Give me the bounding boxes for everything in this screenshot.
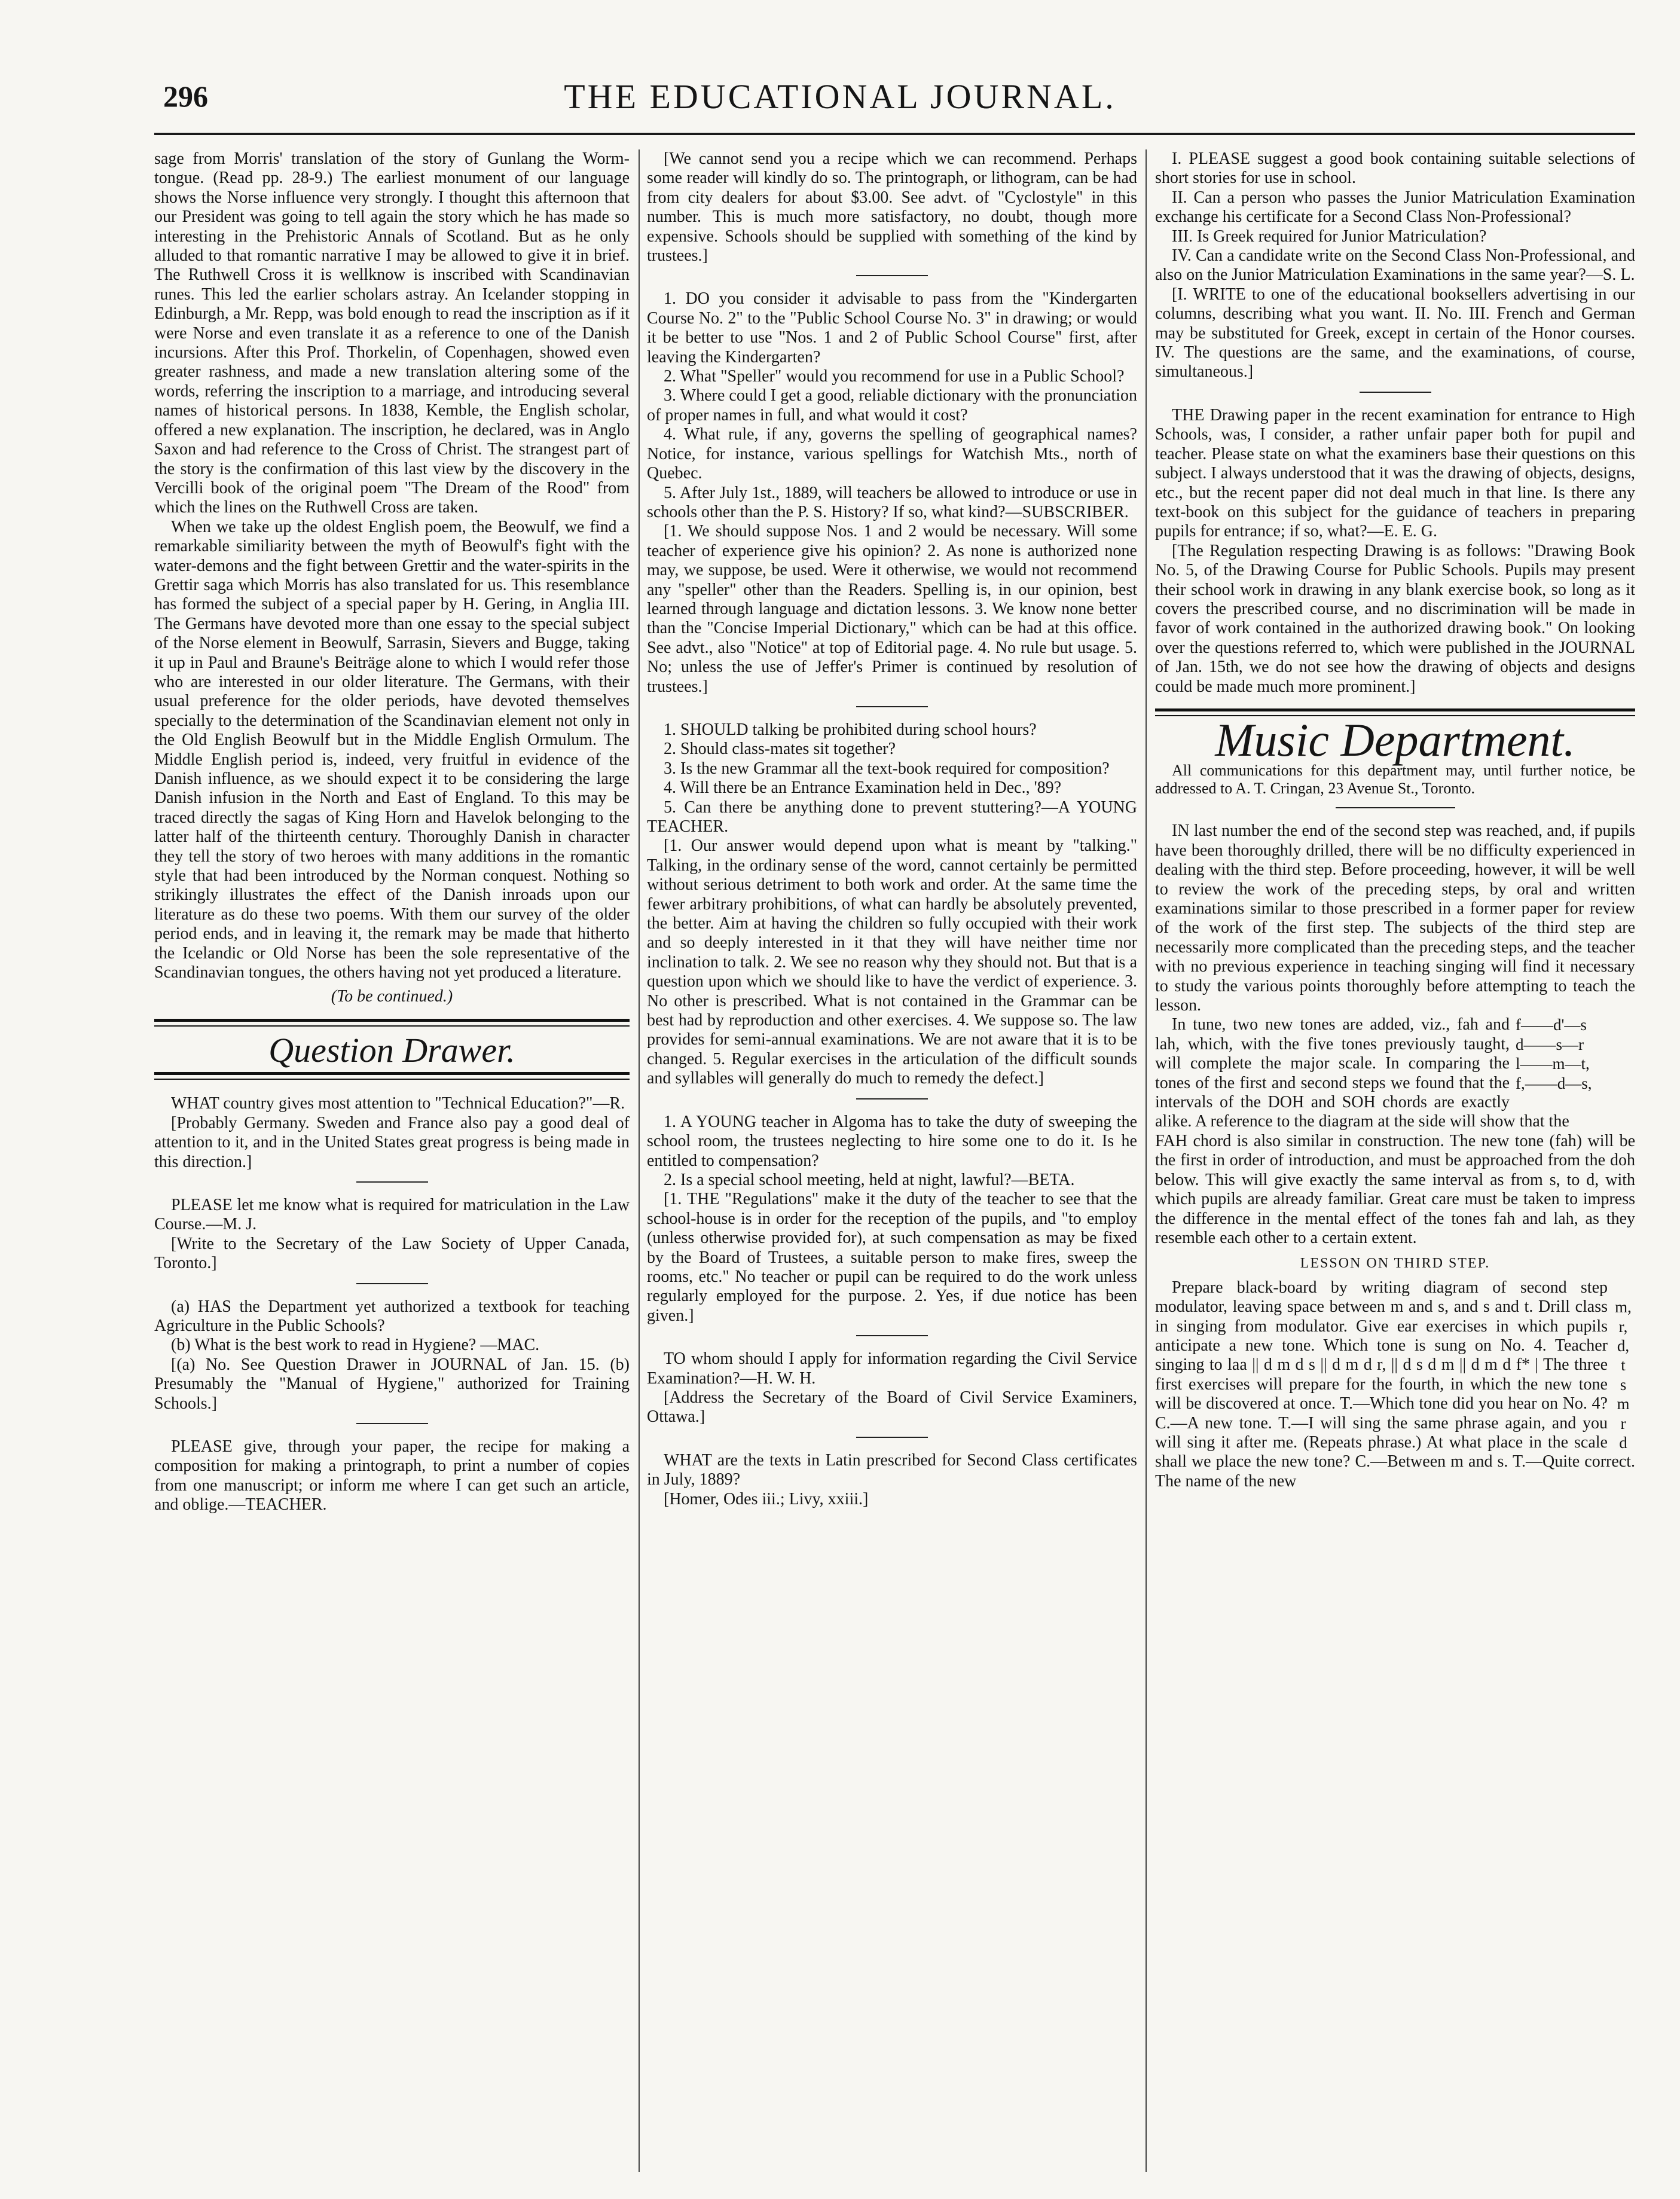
answer: [1. THE "Regulations" make it the duty of the teacher to see that the school-house is in order for the reception of the pupils, and "to employ (unless otherwise provided for), at such compensation as may be fixed by the Board of Trustees, a suitable person to make fires, sweep the rooms, etc." No teacher or pupil can be required to do the work unless regularly employed for the purpose. 2. Yes, if due notice has been given.] bbox=[647, 1190, 1137, 1325]
modulator-note: d, bbox=[1617, 1336, 1630, 1355]
question: 4. Will there be an Entrance Examination held in Dec., '89? bbox=[664, 778, 1062, 798]
question: TO whom should I apply for information regarding the Civil Service Examination?—H. W. H. bbox=[647, 1349, 1137, 1388]
question: WHAT are the texts in Latin prescribed for Second Class certificates in July, 1889? bbox=[647, 1450, 1137, 1489]
column-divider bbox=[1146, 149, 1147, 2172]
lesson-paragraph: In tune, two new tones are added, viz., fah and lah, which, with the five tones previously taught, will complete the major scale. In comparing the tones of the first and second steps we found that the intervals of the DOH and SOH chords are exactly alike. A reference to the diagram at the side will show that the bbox=[1155, 1015, 1569, 1131]
continued-note: (To be continued.) bbox=[331, 987, 453, 1006]
article-paragraph: When we take up the oldest English poem, the Beowulf, we find a remarkable similiarity between the myth of Beowulf's fight with the water-demons and the fight between Grettir and the water-spirits in the Grettir saga which Morris has also translated for us. This resemblance has formed the subject of a special paper by H. Gering, in Anglia III. The Germans have devoted more than one essay to the special subject of the Norse element in Beowulf, Sarrasin, Sievers and Bugge, taking it up in Paul and Braune's Beiträge alone to which I would refer those who are interested in our older literature. The Germans, with their usual preference for the older periods, have devoted themselves specially to the determination of the Scandinavian element not only in the Old English Beowulf but in the Middle English Ormulum. The Middle English period is, indeed, very fruitful in evidence of the Danish influence, as we should expect it to be considering the large Danish infusion in the North and East of England. To this may be traced directly the sagas of King Horn and Havelok belonging to the latter half of the thirteenth century. Thoroughly Danish in character they tell the story of two heroes with many additions in the romantic style that had been introduced by the Norman conquest. Nothing so strikingly illustrates the effect of the Danish inroads upon our literature as do these two poems. With them our survey of the older period ends, and in leaving it, the remark may be made that hitherto the Icelandic or Old Norse has been the sole representative of the Scandinavian tongues, the others having not yet produced a literature. bbox=[154, 517, 630, 982]
lesson-paragraph: FAH chord is also similar in construction. The new tone (fah) will be the first in order of introduction, and must be approached from the doh below. This will give exactly the same interval as from s, to d, with which pupils are already familiar. Great care must be taken to impress the difference in the mental effect of the tones fah and lah, as they resemble each other to a certain extent. bbox=[1155, 1131, 1635, 1247]
chord-row: l——m—t, bbox=[1516, 1055, 1590, 1073]
question: 4. What rule, if any, governs the spelling of geographical names? Notice, for instance, various spellings for Watchish Mts., north of Quebec. bbox=[647, 425, 1137, 483]
separator bbox=[856, 1098, 928, 1100]
header-rule bbox=[154, 133, 1635, 135]
answer: [I. WRITE to one of the educational booksellers advertising in our columns, describing what you want. II. No. III. French and German may be substituted for Greek, except in certain of the Honor courses. IV. The questions are the same, and the examinations, of course, simultaneous.] bbox=[1155, 285, 1635, 381]
separator bbox=[356, 1283, 428, 1284]
modulator-note: s bbox=[1620, 1375, 1627, 1394]
column-1 bbox=[154, 149, 630, 2169]
question: 3. Where could I get a good, reliable dictionary with the pronunciation of proper names in full, and what would it cost? bbox=[647, 386, 1137, 424]
question: THE Drawing paper in the recent examination for entrance to High Schools, was, I consider, a rather unfair paper both for pupil and teacher. Please state on what the examiners base their questions on this subject. I always understood that it was the drawing of objects, designs, etc., but the recent paper did not deal much in that line. Is there any text-book on this subject for the guidance of teachers in preparing pupils for entrance; if so, what?—E. E. G. bbox=[1155, 405, 1635, 541]
lesson-paragraph: Prepare black-board by writing diagram of second step modulator, leaving space between m and s, and s and t. Drill class in singing from modulator. Give ear exercises in which pupils anticipate a new tone. Which tone is sung on No. 4. Teacher singing to laa || d m d s || d m d r, || d s d m || d m d f* | The three first exercises will prepare for the fourth, in which the new tone will be discovered at once. T.—Which tone did you hear on No. 4? C.—A new tone. T.—I will sing the same phrase again, and you will sing it after me. (Repeats phrase.) At what place in the scale shall we place the new tone? C.—Between m and s. T.—Quite correct. The name of the new bbox=[1155, 1278, 1635, 1491]
journal-title: THE EDUCATIONAL JOURNAL. bbox=[564, 77, 1116, 116]
question: III. Is Greek required for Junior Matriculation? bbox=[1172, 227, 1487, 246]
section-title-question-drawer: Question Drawer. bbox=[268, 1030, 515, 1070]
chord-row: d——s—r bbox=[1516, 1035, 1584, 1053]
lesson-heading: LESSON ON THIRD STEP. bbox=[1300, 1256, 1490, 1272]
lesson-paragraph: IN last number the end of the second step was reached, and, if pupils have been thoroughly drilled, there will be no difficulty experienced in dealing with the third step. Before proceeding, however, it will be well to review the work of the preceding steps, by oral and written examinations similar to those prescribed in a former paper for review of the work of the first step. The subjects of the third step are necessarily more complicated than the preceding steps, and the teacher with no previous experience in teaching singing will find it necessary to study the various points thoroughly before attempting to teach the lesson. bbox=[1155, 821, 1635, 1015]
answer: [Write to the Secretary of the Law Society of Upper Canada, Toronto.] bbox=[154, 1234, 630, 1273]
separator bbox=[1360, 392, 1431, 393]
answer: [We cannot send you a recipe which we can recommend. Perhaps some reader will kindly do so. The printograph, or lithogram, can be had from city dealers for about $3.00. See advt. of "Cyclostyle" in this number. This is much more satisfactory, no doubt, though more expensive. Schools should be supplied with something of the kind by trustees.] bbox=[647, 149, 1137, 265]
question: 1. A YOUNG teacher in Algoma has to take the duty of sweeping the school room, the trustees neglecting to hire some one to do it. Is he entitled to compensation? bbox=[647, 1112, 1137, 1170]
question: 2. What "Speller" would you recommend for use in a Public School? bbox=[664, 367, 1125, 386]
modulator-note: m, bbox=[1615, 1298, 1632, 1317]
separator bbox=[356, 1423, 428, 1424]
answer: [The Regulation respecting Drawing is as follows: "Drawing Book No. 5, of the Drawing Course for Public Schools. Pupils may present their school work in drawing in any blank exercise book, so long as it covers the prescribed course, and no discrimination will be made in favor of work contained in the authorized drawing book." On looking over the questions referred to, which were published in the JOURNAL of Jan. 15th, we do not see how the drawing of objects and designs could be made much more prominent.] bbox=[1155, 541, 1635, 696]
department-notice: All communications for this department may, until further notice, be addressed to A. T. Cringan, 23 Avenue St., Toronto. bbox=[1155, 762, 1635, 798]
section-rule bbox=[154, 1072, 630, 1080]
modulator-note: r bbox=[1620, 1414, 1626, 1433]
question: I. PLEASE suggest a good book containing suitable selections of short stories for use in school. bbox=[1155, 149, 1635, 188]
column-divider bbox=[639, 149, 640, 2172]
question: 3. Is the new Grammar all the text-book required for composition? bbox=[664, 759, 1110, 778]
question: PLEASE let me know what is required for matriculation in the Law Course.—M. J. bbox=[154, 1195, 630, 1234]
question: 2. Should class-mates sit together? bbox=[664, 740, 896, 759]
question: IV. Can a candidate write on the Second Class Non-Professional, and also on the Junior Matriculation Examinations in the same year?—S. L. bbox=[1155, 246, 1635, 285]
modulator-note: m bbox=[1617, 1395, 1630, 1413]
question: 1. DO you consider it advisable to pass from the "Kindergarten Course No. 2" to the "Public School Course No. 3" in drawing; or would it be better to use "Nos. 1 and 2 of Public School Course" first, after leaving the Kindergarten? bbox=[647, 289, 1137, 366]
question: 2. Is a special school meeting, held at night, lawful?—BETA. bbox=[664, 1170, 1075, 1189]
article-paragraph: sage from Morris' translation of the story of Gunlang the Worm-tongue. (Read pp. 28-9.) The earliest monument of our language shows the Norse influence very strongly. I thought this afternoon that our President was going to tell again the story which he has made so interesting in the Prehistoric Annals of Scotland. But as he only alluded to that romantic narrative I may be allowed to give it in brief. The Ruthwell Cross it is wellknow is inscribed with Scandinavian runes. This led the earlier scholars astray. An Icelander stopping in Edinburgh, a Mr. Repp, was bold enough to read the inscription as if it were Norse and even translate it as a reference to one of the Danish incursions. After this Prof. Thorkelin, of Copenhagen, showed even greater rashness, and made a new translation altering some of the words, referring the inscription to a marriage, and introducing several names of historical persons. In 1838, Kemble, the English scholar, offered a new explanation. The inscription, he declared, was in Anglo Saxon and had reference to the Cross of Christ. The strangest part of the story is the confirmation of this last view by the discovery in the Vercilli book of the original poem "The Dream of the Rood" from which the lines on the Ruthwell Cross are taken. bbox=[154, 149, 630, 517]
separator bbox=[1336, 807, 1455, 808]
separator bbox=[856, 275, 928, 276]
column-3 bbox=[1155, 149, 1635, 2169]
section-rule bbox=[154, 1019, 630, 1027]
question: II. Can a person who passes the Junior Matriculation Examination exchange his certificate for a Second Class Non-Professional? bbox=[1155, 188, 1635, 227]
question: (b) What is the best work to read in Hygiene? —MAC. bbox=[171, 1336, 540, 1355]
separator bbox=[856, 706, 928, 707]
question: PLEASE give, through your paper, the recipe for making a composition for making a printograph, to print a number of copies from one manuscript; or inform me where I can get such an article, and oblige.—TEACHER. bbox=[154, 1437, 630, 1514]
question: 1. SHOULD talking be prohibited during school hours? bbox=[664, 720, 1037, 739]
answer: [Homer, Odes iii.; Livy, xxiii.] bbox=[664, 1489, 869, 1508]
modulator-note: d bbox=[1619, 1433, 1627, 1452]
modulator-side-notes bbox=[1611, 1278, 1635, 1453]
answer: [(a) No. See Question Drawer in JOURNAL of Jan. 15. (b) Presumably the "Manual of Hygiene," authorized for Training Schools.] bbox=[154, 1355, 630, 1413]
chord-row: f,——d—s, bbox=[1516, 1074, 1592, 1092]
answer: [1. Our answer would depend upon what is meant by "talking." Talking, in the ordinary sense of the word, cannot certainly be permitted without serious detriment to both work and order. At the same time the fewer arbitrary prohibitions, of what can hardly be absolutely prevented, the better. Aim at having the children so fully occupied with their work and so deeply interested in it that they will have neither time nor inclination to talk. 2. We see no reason why they should not. But that is a question upon which we should like to have the verdict of experience. 3. No other is prescribed. What is not contained in the Grammar can be best had by reproduction and other exercises. 4. We suppose so. The law provides for semi-annual examinations. We are not aware that it is to be changed. 5. Regular exercises in the articulation of the difficult sounds and syllables will generally do much to remedy the defect.] bbox=[647, 836, 1137, 1088]
question: (a) HAS the Department yet authorized a textbook for teaching Agriculture in the Public Schools? bbox=[154, 1297, 630, 1335]
section-title-music-department: Music Department. bbox=[1215, 713, 1575, 766]
column-2 bbox=[647, 149, 1137, 2169]
page-number: 296 bbox=[163, 80, 208, 113]
chord-row: f——d'—s bbox=[1516, 1016, 1587, 1034]
answer: [Probably Germany. Sweden and France also pay a good deal of attention to it, and in the United States great progress is being made in this direction.] bbox=[154, 1113, 630, 1171]
question: 5. Can there be anything done to prevent stuttering?—A YOUNG TEACHER. bbox=[647, 798, 1137, 836]
answer: [Address the Secretary of the Board of Civil Service Examiners, Ottawa.] bbox=[647, 1388, 1137, 1427]
answer: [1. We should suppose Nos. 1 and 2 would be necessary. Will some teacher of experience give his opinion? 2. As none is authorized none may, we suppose, be used. Were it otherwise, we would not recommend any "speller" other than the Readers. Spelling is, in our opinion, best learned through language and dictation lessons. 3. We know none better than the "Concise Imperial Dictionary," which can be had at this office. See advt., also "Notice" at top of Editorial page. 4. No rule but usage. 5. No; unless the use of Jeffer's Primer is continued by resolution of trustees.] bbox=[647, 522, 1137, 696]
modulator-note: r, bbox=[1618, 1317, 1628, 1336]
tone-chord-diagram bbox=[1516, 1015, 1635, 1093]
question: WHAT country gives most attention to "Technical Education?"—R. bbox=[171, 1094, 625, 1113]
modulator-note: t bbox=[1621, 1356, 1626, 1375]
separator bbox=[856, 1335, 928, 1336]
separator bbox=[356, 1181, 428, 1183]
separator bbox=[856, 1437, 928, 1438]
question: 5. After July 1st., 1889, will teachers be allowed to introduce or use in schools other than the P. S. History? If so, what kind?—SUBSCRIBER. bbox=[647, 483, 1137, 521]
